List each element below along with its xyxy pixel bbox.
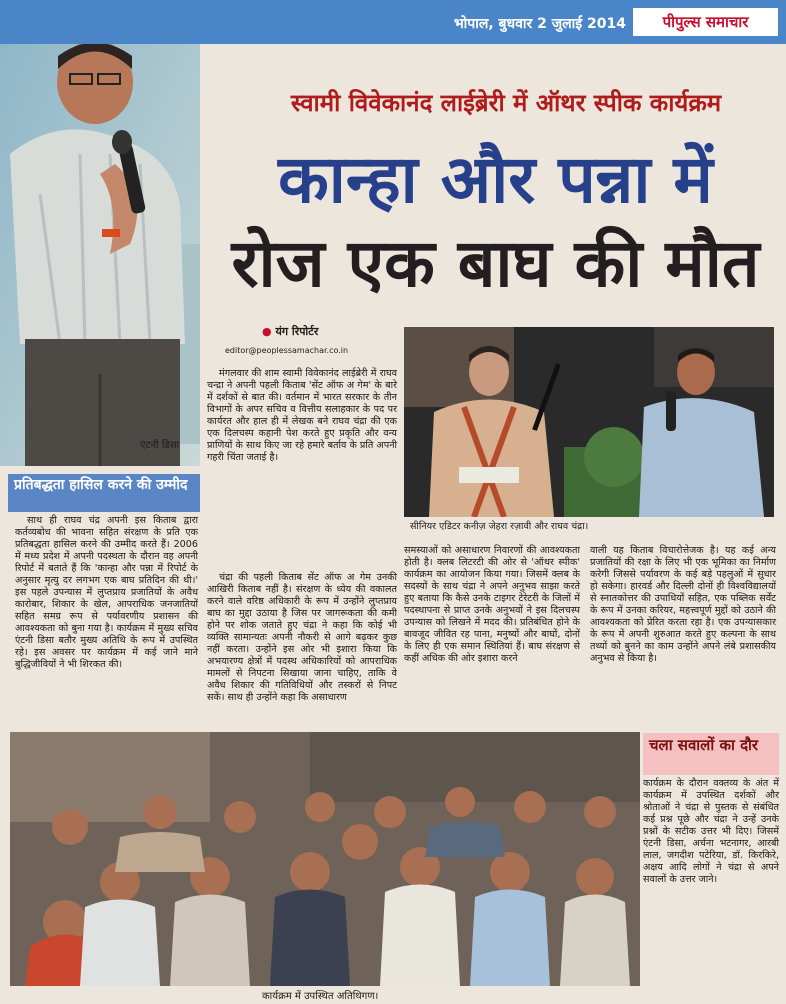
byline-email: editor@peoplessamachar.co.in: [225, 346, 349, 355]
audience-photo-caption: कार्यक्रम में उपस्थित अतिथिगण।: [262, 991, 379, 1002]
speaker-caption: एंटनी डिसा: [140, 440, 180, 451]
paragraph: कार्यक्रम के दौरान वक्तव्य के अंत में कार्यक्रम में उपस्थित दर्शकों और श्रोताओं ने चंद्रा से पुस्तक से संबंधित कई प्रश्न पूछे और चंद्रा ने उन्हें उनके प्रश्नों के सटीक उत्तर भी दिए। जिसमें एंटनी डिसा, अर्चना भटनागर, आरबी लाल, जगदीश पटेरिया, डॉ. किरकिरे, अक्षय आदि लोगों ने चंद्रा से अपने सवालों के उत्तर जाने।: [643, 778, 779, 885]
byline-text: यंग रिपोर्टर: [275, 325, 319, 338]
article-column-2b: [207, 572, 397, 754]
panel-photo-caption: सीनियर एडिटर कनीज़ जेहरा रज़ावी और राघव चंद्रा।: [410, 521, 589, 532]
panel-photo: [404, 327, 774, 517]
paragraph: चंद्रा की पहली किताब सेंट ऑफ अ गेम उनकी आखिरी किताब नहीं है। संरक्षण के ध्येय की वकालत करने वाले वरिष्ठ अधिकारी के रूप में उन्होंने लुप्तप्राय बाघ का मुद्दा उठाया है जिस पर जागरूकता की कमी होने पर शोक जताते हुए चंद्रा ने कहा कि कोई भी व्यक्ति सामान्यतः अपनी नौकरी से आगे बढ़कर कुछ नहीं करता। उन्होंने इस ओर भी इशारा किया कि अभयारण्य क्षेत्रों में पदस्थ अधिकारियों को आपराधिक मामलों से निपटना सिखाया जाना चाहिए, ताकि वे अवैध शिकार की गतिविधियों और तस्करों से निपट सकें। साथ ही उन्होंने कहा कि असाधारण: [207, 572, 397, 703]
article-column-2a: [207, 368, 397, 558]
paragraph: साथ ही राघव चंद्र अपनी इस किताब द्वारा कर्तव्यबोध की भावना सहित संरक्षण के प्रति एक प्रतिबद्धता हासिल करने की उम्मीद करते हैं। 2006 में मध्य प्रदेश में अपनी पदस्थता के दौरान वह अपनी रिपोर्ट में बताते हैं कि 'कान्हा और पन्ना में रिपोर्ट के अनुसार मृत्यु दर लगभग एक बाघ प्रतिदिन की थी।' इस पहले उपन्यास में लुप्तप्राय प्रजातियों के अवैध कारोबार, शिकार के खेल, आपराधिक जनजातियों सहित समग्र रूप से पर्यावरणीय प्रशासन की आवश्यकता को बुना गया है। कार्यक्रम में मुख्य सचिव एंटनी डिसा बतौर मुख्य अतिथि के रूप में उपस्थित रहे। इस अवसर पर कार्यक्रम में कई जाने माने बुद्धिजीवियों ने भी शिरकत की।: [15, 515, 198, 670]
byline: [262, 324, 318, 339]
article-column-3: [404, 545, 580, 755]
headline-line-1: कान्हा और पन्ना में: [278, 141, 713, 218]
paragraph: समस्याओं को असाधारण निवारणों की आवश्यकता होती है। क्लब लिटरटी की ओर से 'ऑथर स्पीक' कार्यक्रम का आयोजन किया गया। जिसमें क्लब के सदस्यों के साथ चंद्रा ने अपने अनुभव साझा करते हुए बताया कि कैसे उनके टाइगर टेरेटरी के जिलों में पदस्थापना से प्राप्त उनके अनुभवों ने इस दिलचस्प उपन्यास को लिखने में मदद की। प्रतिबंधित होने के बावजूद जीवित रह पाना, मनुष्यों और बाघों, दोनों के लिए ही एक समान स्थितियां हैं। बाघ संरक्षण से कहीं अधिक की ओर इशारा करने: [404, 545, 580, 664]
sidebar-questions-text: [643, 778, 779, 988]
newspaper-logo: पीपुल्स समाचार: [633, 8, 778, 36]
masthead: [0, 0, 786, 44]
subheading-commitment: प्रतिबद्धता हासिल करने की उम्मीद: [8, 474, 200, 512]
paragraph: वाली यह किताब विचारोत्तेजक है। यह कई अन्य प्रजातियों की रक्षा के लिए भी एक भूमिका का निर्माण करेगी जिससे पर्यावरण के कई बड़े पहलुओं में सुधार हो सकेगा। हारवर्ड और दिल्ली दोनों ही विश्वविद्यालयों से स्नातकोत्तर की उपाधियों सहित, एक पब्लिक सर्वेंट के रूप में उनका करियर, महत्त्वपूर्ण मुद्दों को उठाने की आवश्यकता को प्रेरित करता रहा है। एक उपन्यासकार के रूप में अपनी शुरुआत करते हुए कल्पना के साथ तथ्यों को बुनने का काम उन्होंने अपने लंबे प्रशासकीय अनुभव से किया है।: [590, 545, 776, 664]
headline-line-2: रोज एक बाघ की मौत: [231, 225, 760, 302]
paragraph: मंगलवार की शाम स्वामी विवेकानंद लाईब्रेरी में राघव चन्द्रा ने अपनी पहली किताब 'सेंट ऑफ अ गेम' के बारे में दर्शकों से बात की। वर्तमान में भारत सरकार के तीन विभागों के अपर सचिव व वित्तीय सलाहकार के पद पर कार्यरत और हाल ही में लेखक बने राघव चंद्रा की एक एक दिलचस्प कहानी पेश करते हुए प्रकृति और वन्य प्राणियों के साथ किए जा रहे हमारे बर्ताव के प्रति अपनी गहरी चिंता जताई है।: [207, 368, 397, 463]
subheading-questions: चला सवालों का दौर: [643, 733, 779, 775]
dateline: भोपाल, बुधवार 2 जुलाई 2014: [453, 16, 626, 32]
bullet-icon: ●: [262, 325, 276, 338]
article-column-4: [590, 545, 776, 755]
speaker-photo: [0, 44, 200, 466]
topic-line: स्वामी विवेकानंद लाईब्रेरी में ऑथर स्पीक कार्यक्रम: [290, 89, 722, 117]
sidebar-commitment-text: [15, 515, 198, 755]
audience-photo: [10, 732, 640, 986]
